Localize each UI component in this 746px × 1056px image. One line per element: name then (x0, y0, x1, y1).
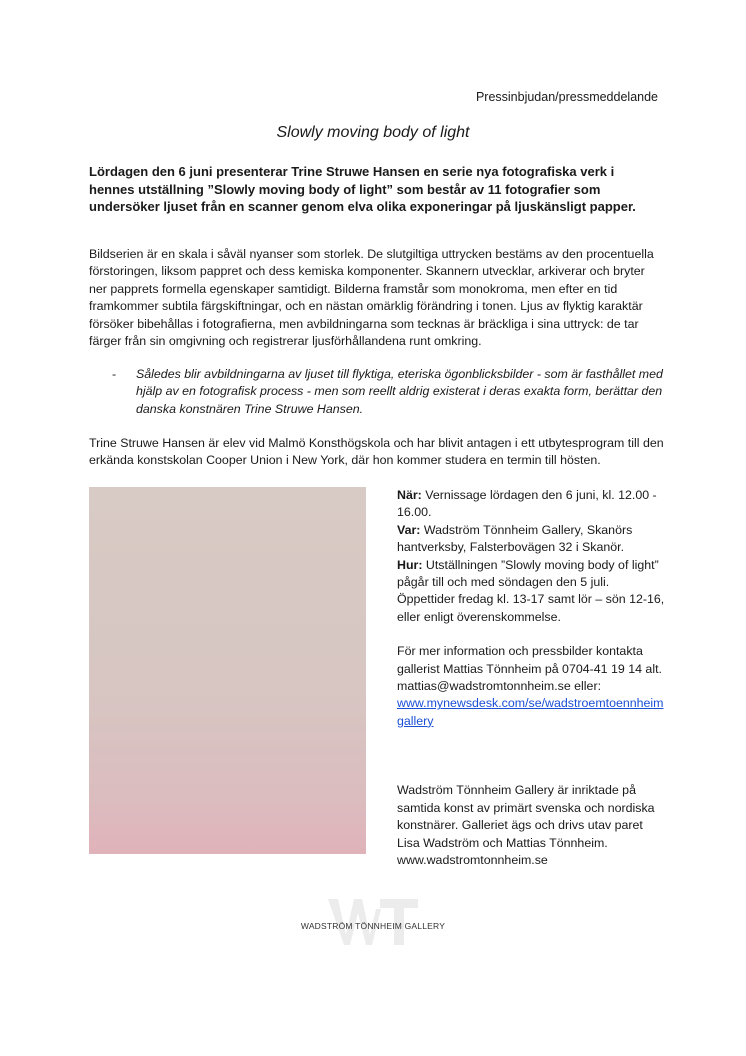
how-text: Utställningen ”Slowly moving body of light” pågår till och med söndagen den 5 juli. Öppettider fredag kl. 13-17 samt lör – sön 12-16, eller enligt överenskommelse. (397, 557, 665, 624)
artist-quote (112, 366, 664, 418)
when-text: Vernissage lördagen den 6 juni, kl. 12.00 - 16.00. (397, 488, 657, 520)
where-text: Wadström Tönnheim Gallery, Skanörs hantverksby, Falsterbovägen 32 i Skanör. (397, 522, 633, 555)
exhibition-info (397, 487, 667, 869)
when-label: När: (397, 488, 422, 502)
how-line (397, 557, 667, 627)
gallery-website: www.wadstromtonnheim.se (397, 852, 548, 867)
lead-paragraph: Lördagen den 6 juni presenterar Trine Struwe Hansen en serie nya fotografiska verk i hennes utställning ”Slowly moving body of light” som består av 11 fotografier som undersöker ljuset från en scanner genom elva olika exponeringar på ljuskänsligt papper. (89, 164, 636, 214)
when-line (397, 487, 667, 522)
quote-text: Således blir avbildningarna av ljuset till flyktiga, eteriska ögonblicksbilder - som är fasthållet med hjälp av en fotografisk process - men som reellt aldrig existerat i deras exakta form, berättar den danska konstnären Trine Struwe Hansen. (136, 367, 663, 416)
gallery-logo-text: WADSTRÖM TÖNNHEIM GALLERY (300, 921, 446, 931)
document-type-label: Pressinbjudan/pressmeddelande (475, 90, 658, 104)
contact-text: För mer information och pressbilder kontakta gallerist Mattias Tönnheim på 0704-41 19 14 alt. mattias@wadstromtonnheim.se eller: (397, 644, 662, 694)
mynewsdesk-link[interactable]: www.mynewsdesk.com/se/wadstroemtoennheimgallery (397, 696, 664, 728)
where-label: Var: (397, 522, 421, 537)
where-line (397, 522, 667, 557)
quote-dash: - (112, 367, 117, 381)
body-paragraph-1: Bildserien är en skala i såväl nyanser som storlek. De slutgiltiga uttrycken bestäms av den procentuella förstoringen, liksom pappret och dess kemiska komponenter. Skannern utvecklar, arkiverar och bryter ner papprets formella egenskaper samtidigt. Bilderna framstår som monokroma, men efter en tid framkommer subtila färgskiftningar, och en nästan omärklig förändring i tonen. Ljus av flyktig karaktär försöker bibehållas i fotografierna, men avbildningarna som tecknas är bräckliga i sina uttryck: de tar färger från sin omgivning och registrerar ljusförhållandena runt omkring. (89, 247, 654, 349)
gallery-about: Wadström Tönnheim Gallery är inriktade på samtida konst av primärt svenska och nordiska konstnärer. Galleriet ägs och drivs utav paret Lisa Wadström och Mattias Tönnheim. (397, 783, 655, 850)
page-title: Slowly moving body of light (276, 124, 470, 141)
how-label: Hur: (397, 557, 423, 572)
artwork-photo (89, 487, 366, 854)
body-paragraph-2: Trine Struwe Hansen är elev vid Malmö Konsthögskola och har blivit antagen i ett utbytesprogram till den erkända konstskolan Cooper Union i New York, där hon kommer studera en termin till hösten. (89, 436, 664, 468)
